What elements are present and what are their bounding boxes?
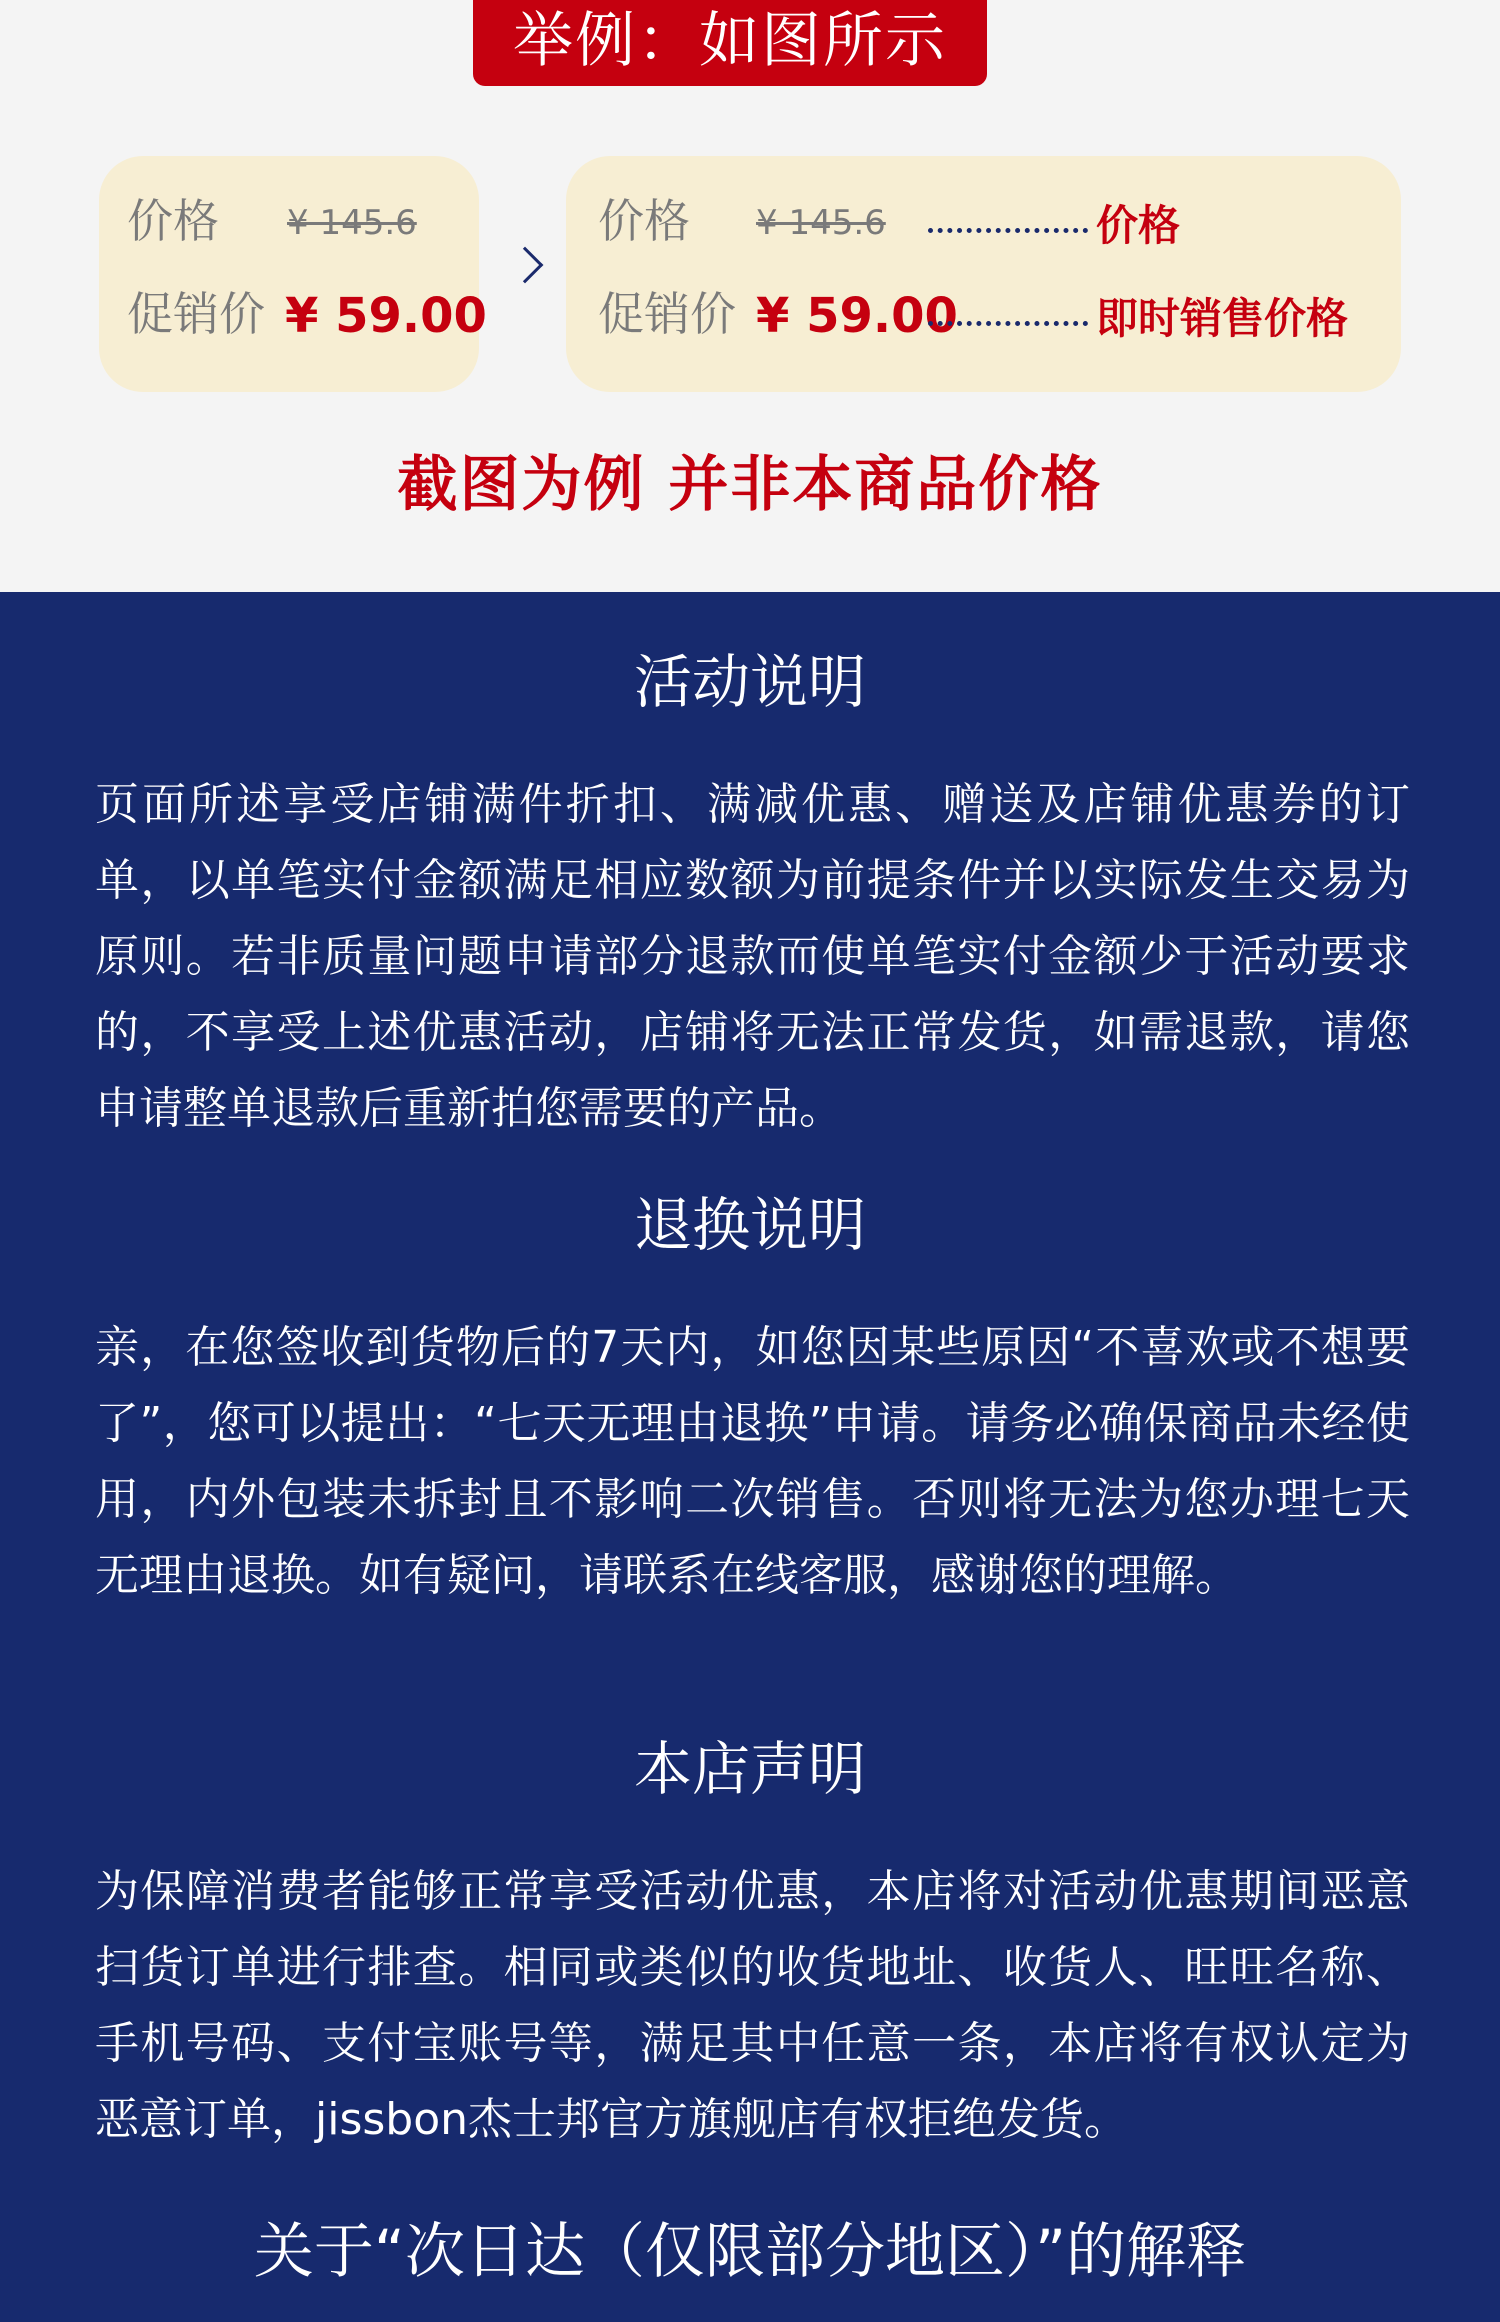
example-card-after	[566, 156, 1401, 392]
returns-body: 亲，在您签收到货物后的7天内，如您因某些原因“不喜欢或不想要了”，您可以提出：“七天无理由退换”申请。请务必确保商品未经使用，内外包装未拆封且不影响二次销售。否则将无法为您办理七天无理由退换。如有疑问，请联系在线客服，感谢您的理解。	[95, 1322, 1410, 1601]
promo-price: ¥ 59.00	[756, 288, 958, 344]
promo-price-label: 促销价	[127, 287, 265, 341]
screenshot-disclaimer: 截图为例 并非本商品价格	[397, 450, 1103, 520]
dotted-leader	[928, 228, 1088, 233]
example-badge: 举例：如图所示	[473, 0, 987, 86]
chevron-right-icon	[507, 247, 544, 284]
statement-title: 本店声明	[633, 1735, 866, 1803]
original-price: ¥ 145.6	[287, 203, 417, 243]
price-annotation: 价格	[1096, 201, 1181, 250]
price-label: 价格	[598, 194, 690, 248]
next-day-title: 关于“次日达（仅限部分地区）”的解释	[253, 2217, 1247, 2287]
promo-price: ¥ 59.00	[285, 288, 487, 344]
promo-annotation: 即时销售价格	[1096, 294, 1349, 343]
activity-title: 活动说明	[633, 648, 866, 716]
promo-price-label: 促销价	[598, 287, 736, 341]
returns-title: 退换说明	[633, 1191, 866, 1259]
price-label: 价格	[127, 194, 219, 248]
dotted-leader	[928, 321, 1088, 326]
original-price: ¥ 145.6	[756, 203, 886, 243]
example-card-before	[99, 156, 487, 392]
activity-body: 页面所述享受店铺满件折扣、满减优惠、赠送及店铺优惠券的订单，以单笔实付金额满足相应数额为前提条件并以实际发生交易为原则。若非质量问题申请部分退款而使单笔实付金额少于活动要求的，不享受上述优惠活动，店铺将无法正常发货，如需退款，请您申请整单退款后重新拍您需要的产品。	[95, 779, 1410, 1134]
price-example-section	[0, 0, 1500, 592]
policy-section	[0, 592, 1500, 2322]
statement-body: 为保障消费者能够正常享受活动优惠，本店将对活动优惠期间恶意扫货订单进行排查。相同或类似的收货地址、收货人、旺旺名称、手机号码、支付宝账号等，满足其中任意一条，本店将有权认定为恶意订单，jissbon杰士邦官方旗舰店有权拒绝发货。	[95, 1866, 1410, 2145]
